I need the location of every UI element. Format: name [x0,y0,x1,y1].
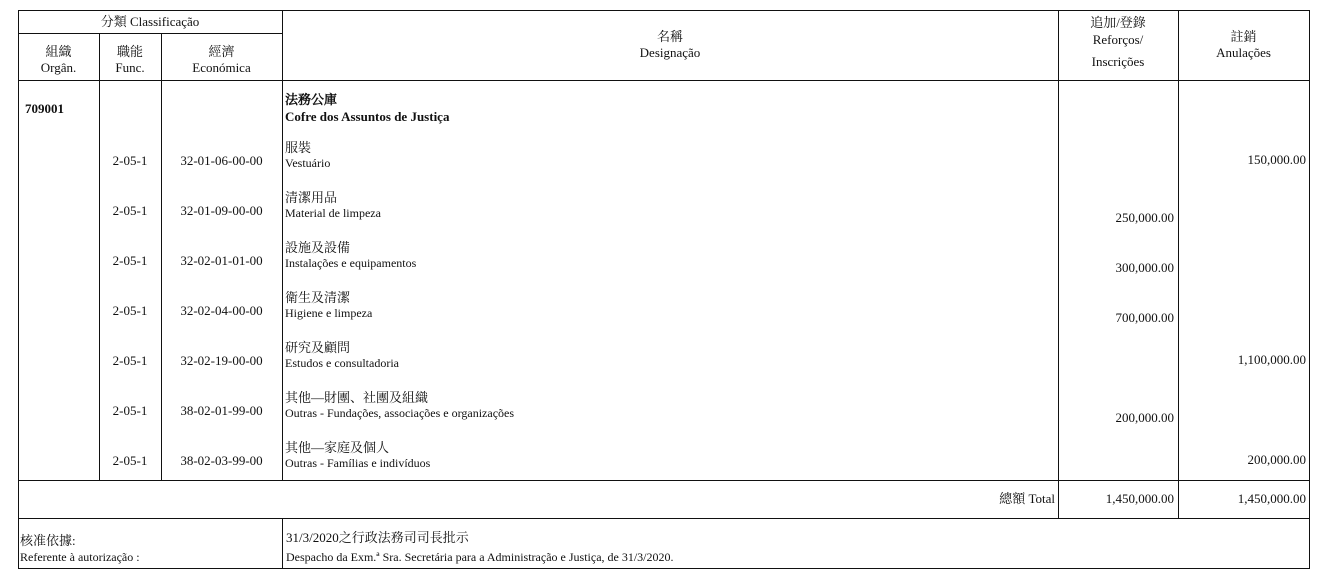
row-designation-zh: 服裝 [285,140,312,155]
row-annulment: 1,100,000.00 [1237,352,1306,367]
row-func-code: 2-05-1 [112,153,148,168]
entity-name-pt: Cofre dos Assuntos de Justiça [285,109,450,124]
organ-code: 709001 [25,101,64,116]
authorization-text-pt: Despacho da Exm.ª Sra. Secretária para a Administração e Justiça, de 31/3/2020. [286,550,674,564]
reinforcement-header-zh: 追加/登錄 [1090,15,1146,30]
row-designation-pt: Outras - Famílias e indivíduos [285,456,431,470]
row-reinforcement: 300,000.00 [1115,260,1174,275]
row-designation-zh: 衛生及清潔 [285,290,351,305]
row-econ-code: 32-02-01-01-00 [180,253,263,268]
rule-econ-desig [282,10,283,481]
row-designation-zh: 其他—家庭及個人 [285,440,390,455]
row-reinforcement: 700,000.00 [1115,310,1174,325]
organ-header-pt: Orgân. [40,60,77,75]
row-designation-pt: Outras - Fundações, associações e organizações [285,406,515,420]
rule-right [1309,10,1310,569]
row-econ-code: 32-02-19-00-00 [180,353,263,368]
authorization-text-zh: 31/3/2020之行政法務司司長批示 [286,530,469,545]
rule-header-bottom [18,80,1310,81]
designation-header-zh: 名稱 [656,29,683,44]
rule-desig-reinf [1058,10,1059,519]
row-func-code: 2-05-1 [112,303,148,318]
row-designation-pt: Estudos e consultadoria [285,356,399,370]
row-reinforcement: 200,000.00 [1115,410,1174,425]
row-designation-zh: 研究及顧問 [285,340,351,355]
classification-header: 分類 Classificação [100,14,200,29]
row-func-code: 2-05-1 [112,353,148,368]
rule-bottom [18,568,1310,569]
reinforcement-header-pt2: Inscrições [1091,54,1145,69]
row-designation-pt: Material de limpeza [285,206,381,220]
rule-total-bottom [18,518,1310,519]
row-func-code: 2-05-1 [112,203,148,218]
row-econ-code: 32-01-06-00-00 [180,153,263,168]
econ-header-pt: Económica [192,60,251,75]
organ-header-zh: 組織 [45,44,72,59]
authorization-label-zh: 核准依據: [20,533,76,548]
row-reinforcement: 250,000.00 [1115,210,1174,225]
rule-body-bottom [18,480,1310,481]
total-annulment: 1,450,000.00 [1237,491,1306,506]
rule-left [18,10,19,569]
rule-classification [18,33,282,34]
annulment-header-zh: 註銷 [1230,29,1257,44]
rule-top [18,10,1310,11]
func-header-pt: Func. [115,60,145,75]
row-func-code: 2-05-1 [112,403,148,418]
row-designation-pt: Vestuário [285,156,331,170]
designation-header-pt: Designação [639,45,701,60]
annulment-header-pt: Anulações [1216,45,1271,60]
row-designation-zh: 清潔用品 [285,190,338,205]
row-econ-code: 32-02-04-00-00 [180,303,263,318]
total-label: 總額 Total [999,491,1055,506]
row-annulment: 150,000.00 [1247,152,1306,167]
row-econ-code: 38-02-03-99-00 [180,453,263,468]
row-designation-pt: Higiene e limpeza [285,306,373,320]
func-header-zh: 職能 [116,44,143,59]
row-designation-zh: 其他—財團、社團及組織 [285,390,429,405]
authorization-label-pt: Referente à autorização : [20,550,140,564]
row-designation-zh: 設施及設備 [285,240,351,255]
row-designation-pt: Instalações e equipamentos [285,256,417,270]
reinforcement-header-pt1: Reforços/ [1092,32,1144,47]
rule-footer-split [282,518,283,569]
econ-header-zh: 經濟 [208,44,235,59]
row-econ-code: 32-01-09-00-00 [180,203,263,218]
entity-name-zh: 法務公庫 [285,92,338,107]
total-reinforcement: 1,450,000.00 [1105,491,1174,506]
rule-reinf-annul [1178,10,1179,519]
row-econ-code: 38-02-01-99-00 [180,403,263,418]
row-annulment: 200,000.00 [1247,452,1306,467]
row-func-code: 2-05-1 [112,253,148,268]
row-func-code: 2-05-1 [112,453,148,468]
